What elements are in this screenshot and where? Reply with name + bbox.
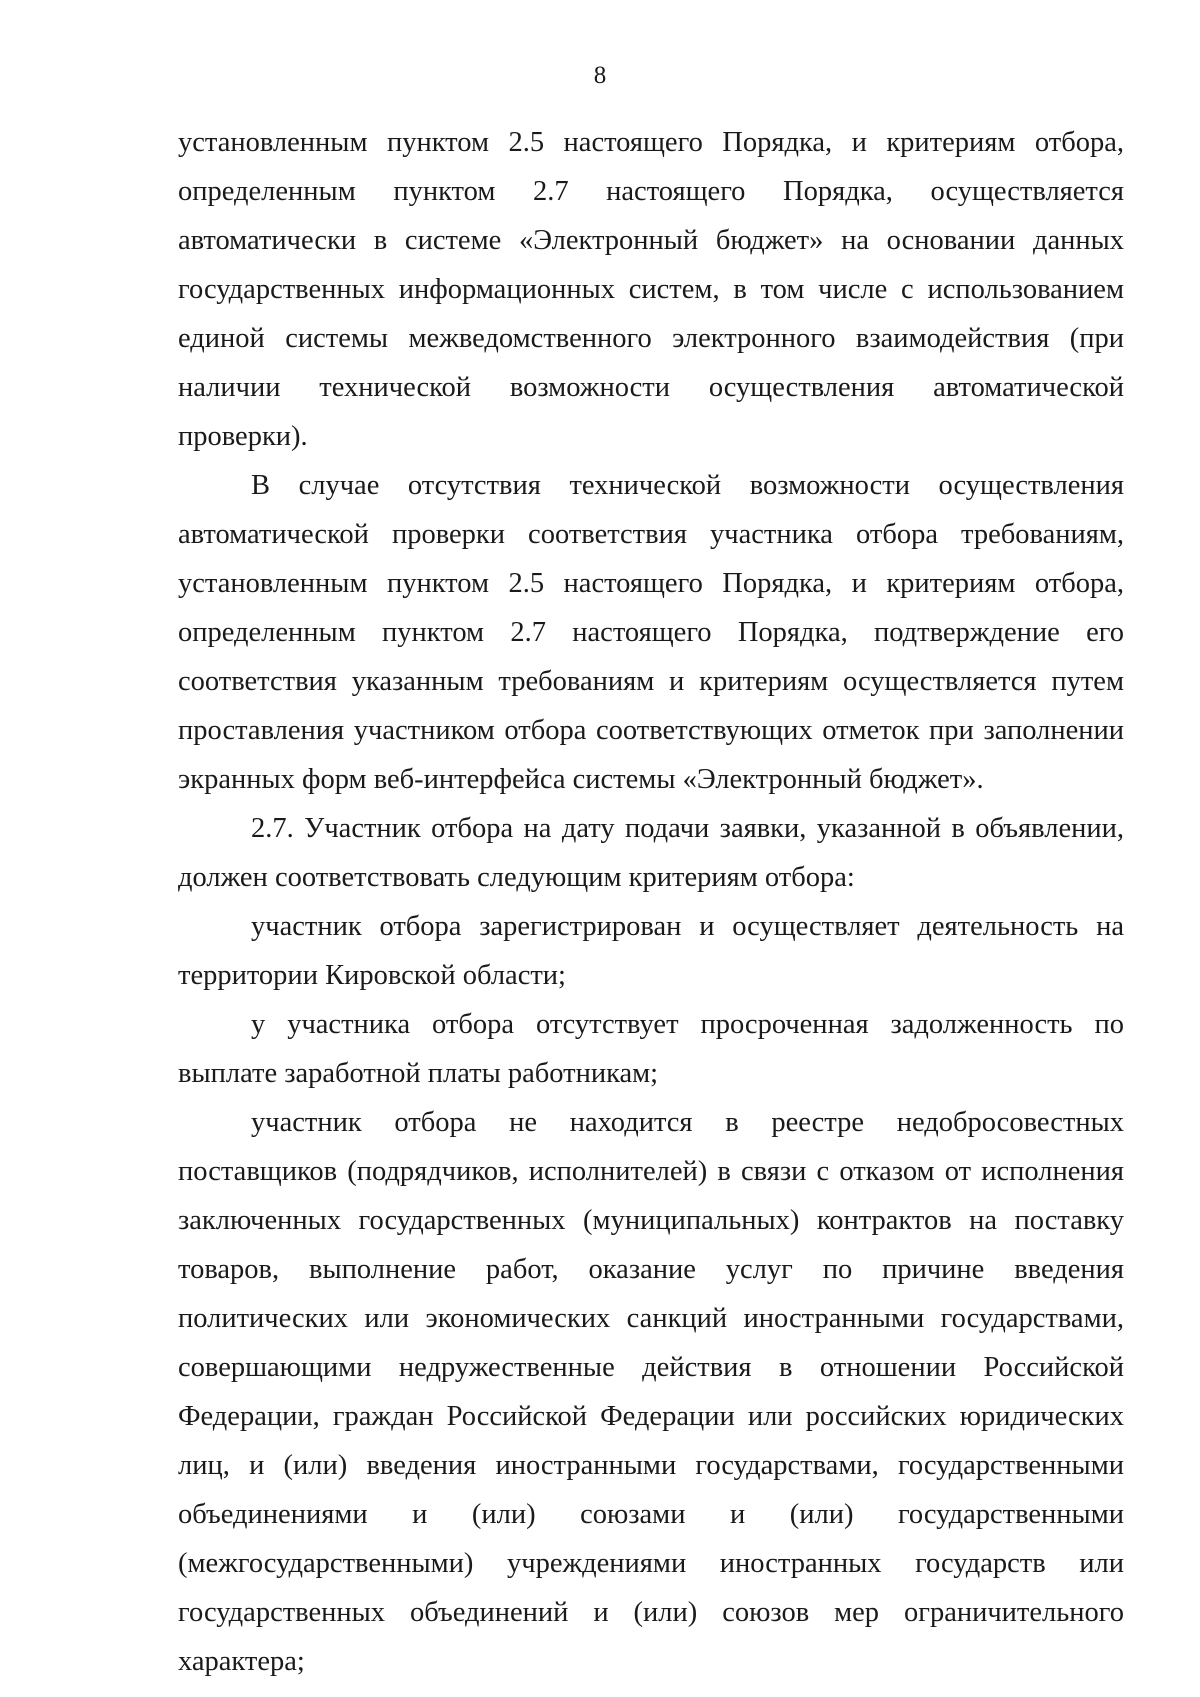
paragraph-section-2-7: 2.7. Участник отбора на дату подачи заявки, указанной в объявлении, должен соответствовать следующим критериям отбора: bbox=[178, 813, 1124, 893]
paragraph-continuation: установленным пунктом 2.5 настоящего Порядка, и критериям отбора, определенным пунктом 2.7 настоящего Порядка, осуществляется автоматически в системе «Электронный бюджет» на основании данных государственных информационных систем, в том числе с использованием единой системы межведомственного электронного взаимодействия (при наличии технической возможности осуществления автоматической проверки). bbox=[178, 127, 1124, 452]
paragraph-criterion-registration: участник отбора зарегистрирован и осуществляет деятельность на территории Кировской области; bbox=[178, 911, 1124, 991]
paragraph-manual-check: В случае отсутствия технической возможности осуществления автоматической проверки соответствия участника отбора требованиям, установленным пунктом 2.5 настоящего Порядка, и критериям отбора, определенным пунктом 2.7 настоящего Порядка, подтверждение его соответствия указанным требованиям и критериям осуществляется путем проставления участником отбора соответствующих отметок при заполнении экранных форм веб-интерфейса системы «Электронный бюджет». bbox=[178, 470, 1124, 795]
page-number: 8 bbox=[593, 62, 607, 89]
paragraph-criterion-wages: у участника отбора отсутствует просроченная задолженность по выплате заработной платы работникам; bbox=[178, 1009, 1124, 1089]
paragraph-criterion-registry: участник отбора не находится в реестре недобросовестных поставщиков (подрядчиков, исполнителей) в связи с отказом от исполнения заключенных государственных (муниципальных) контрактов на поставку товаров, выполнение работ, оказание услуг по причине введения политических или экономических санкций иностранными государствами, совершающими недружественные действия в отношении Российской Федерации, граждан Российской Федерации или российских юридических лиц, и (или) введения иностранными государствами, государственными объединениями и (или) союзами и (или) государственными (межгосударственными) учреждениями иностранных государств или государственных объединений и (или) союзов мер ограничительного характера; bbox=[178, 1107, 1124, 1677]
document-body bbox=[178, 118, 1124, 1686]
